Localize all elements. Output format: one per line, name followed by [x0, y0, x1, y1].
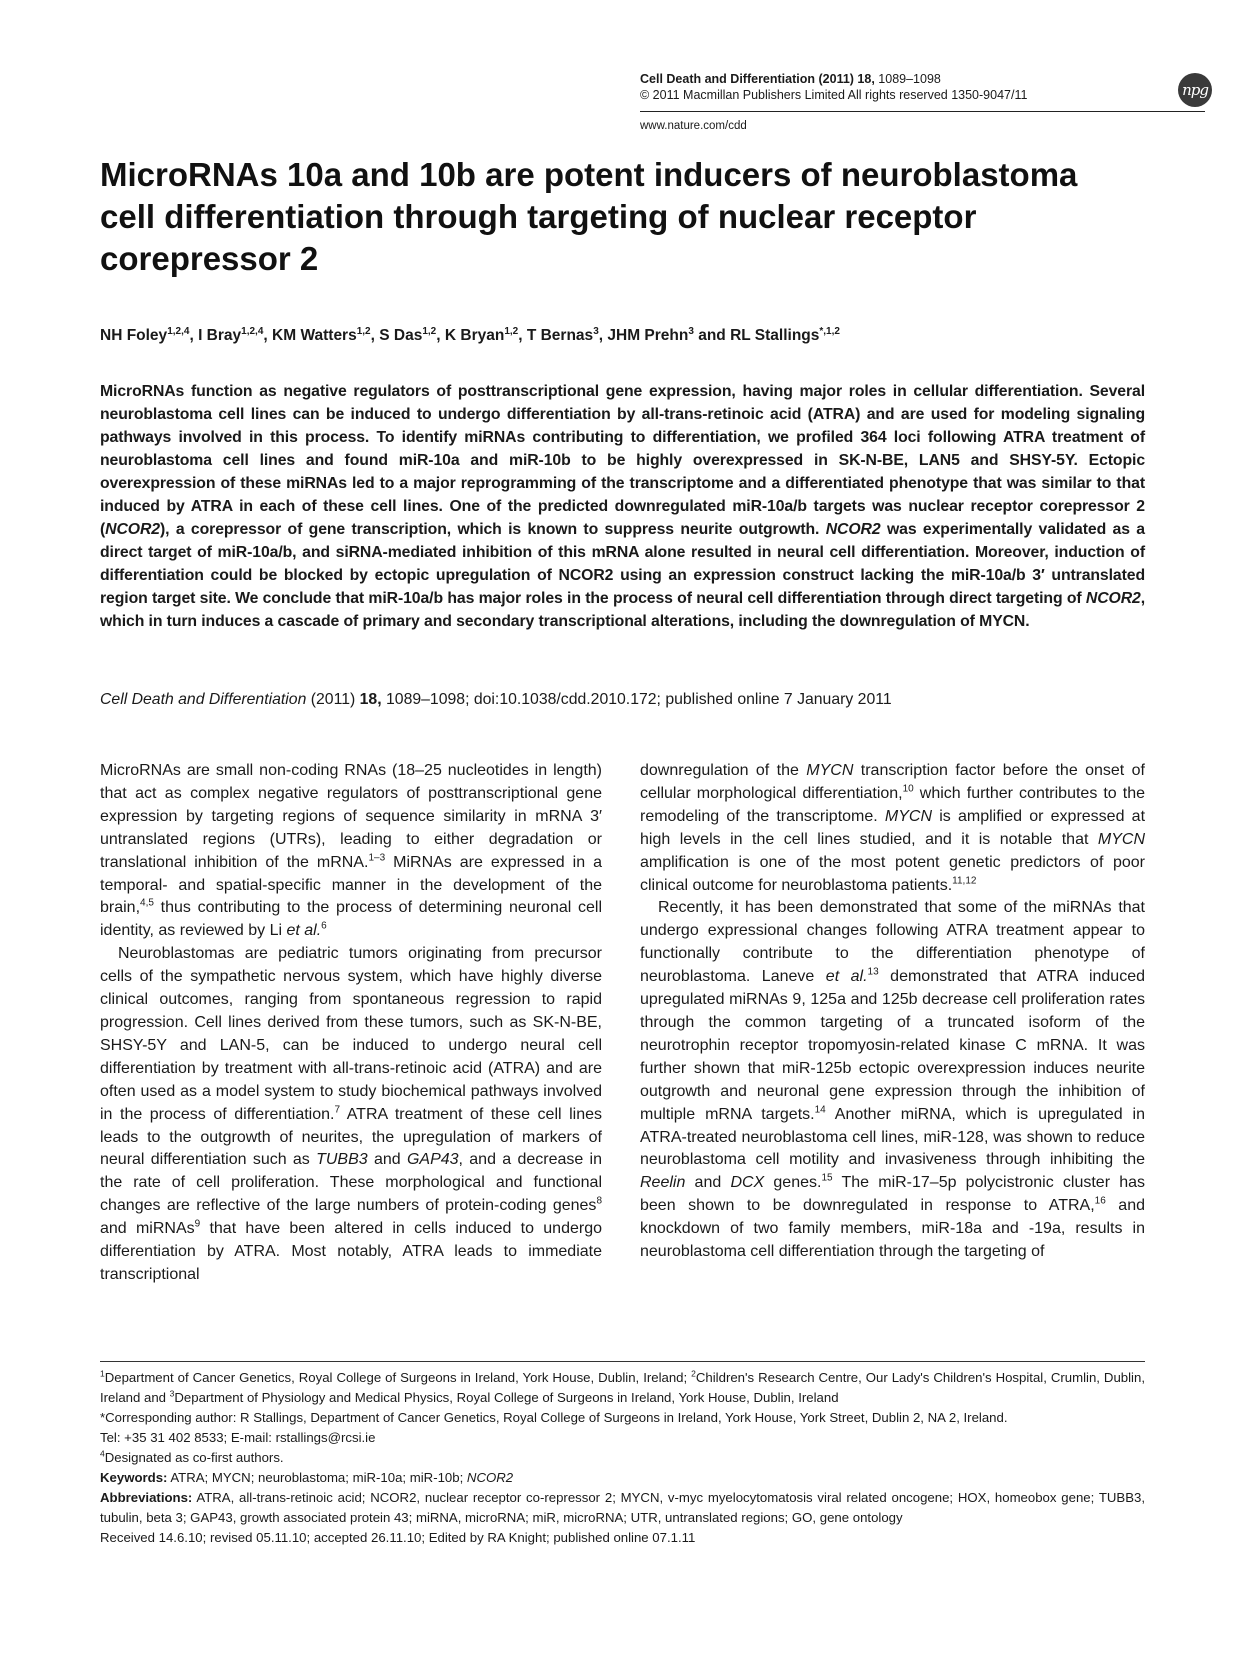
reference-marker[interactable]: 16: [1094, 1195, 1106, 1207]
et-al: et al.: [825, 968, 868, 986]
author-affiliation: 1,2: [504, 326, 519, 337]
reference-marker[interactable]: 1–3: [368, 852, 386, 864]
journal-citation-line: [640, 71, 1110, 87]
affiliation-marker: 3: [169, 1388, 175, 1399]
body-paragraph: [100, 760, 602, 943]
author: I Bray: [198, 327, 242, 345]
footnote-rule: [100, 1361, 1145, 1362]
body-text: , and a decrease in the rate of cell proliferation. These morphological and functional changes are reflective of the large numbers of protein-coding genes: [100, 1151, 603, 1215]
reference-marker[interactable]: 9: [194, 1218, 201, 1230]
article-citation: [100, 689, 1145, 711]
abstract: [100, 380, 1145, 633]
author-affiliation: 3: [593, 326, 599, 337]
keywords-text: ATRA; MYCN; neuroblastoma; miR-10a; miR-10b;: [167, 1470, 467, 1485]
npg-logo-icon: npg: [1178, 73, 1212, 107]
body-text: that have been altered in cells induced to undergo differentiation by ATRA. Most notably, ATRA leads to immediate transcriptional: [100, 1220, 602, 1283]
author: KM Watters: [272, 327, 357, 345]
reference-marker[interactable]: 11,12: [952, 875, 977, 887]
reference-marker[interactable]: 6: [321, 921, 327, 933]
affiliations: [100, 1368, 1145, 1408]
citation-volume: 18,: [359, 691, 382, 708]
received-dates: Received 14.6.10; revised 05.11.10; accepted 26.11.10; Edited by RA Knight; published online 07.1.11: [100, 1530, 696, 1545]
body-text: and miRNAs: [100, 1220, 195, 1238]
body-text: which further contributes to the remodeling of the transcriptome.: [640, 784, 1146, 825]
author-affiliation: 3: [688, 326, 694, 337]
journal-year-volume: (2011) 18,: [818, 72, 875, 86]
abbreviations-text: ATRA, all-trans-retinoic acid; NCOR2, nuclear receptor co-repressor 2; MYCN, v-myc myelocytomatosis viral related oncogene; HOX, homeobox gene; TUBB3, tubulin, beta 3; GAP43, growth associated protein 43; miRNA, microRNA; miR, microRNA; UTR, untranslated regions; GO, gene ontology: [100, 1490, 1145, 1525]
keywords: [100, 1468, 1145, 1488]
body-text: and: [367, 1151, 407, 1169]
body-text: and knockdown of two family members, miR-18a and -19a, results in neuroblastoma cell differentiation through the targeting of: [640, 1197, 1145, 1261]
contact-info[interactable]: Tel: +35 31 402 8533; E-mail: rstallings@rcsi.ie: [100, 1430, 376, 1445]
gene-name: NCOR2: [825, 521, 881, 538]
body-text: amplification is one of the most potent genetic predictors of poor clinical outcome for neuroblastoma patients.: [640, 853, 1145, 894]
author: RL Stallings: [730, 327, 820, 345]
affiliation-marker: 2: [691, 1368, 696, 1379]
affiliation-marker: 4: [100, 1448, 105, 1459]
affiliation-marker: 1: [100, 1368, 105, 1379]
gene-name: MYCN: [884, 807, 933, 825]
author-affiliation: 1,2,4: [241, 326, 264, 337]
abstract-text: was experimentally validated as a direct target of miR-10a/b, and siRNA-mediated inhibition of this mRNA alone resulted in neural cell differentiation. Moreover, induction of differentiation could be blocked by ectopic upregulation of NCOR2 using an expression construct lacking the miR-10a/b 3′ untranslated region target site. We conclude that miR-10a/b has major roles in the process of neural cell differentiation through direct targeting of: [100, 521, 1145, 607]
journal-pages: 1089–1098: [878, 72, 941, 86]
corresponding-author: *Corresponding author: R Stallings, Department of Cancer Genetics, Royal College of Surgeons in Ireland, York House, York Street, Dublin 2, NA 2, Ireland.: [100, 1410, 1008, 1425]
body-text: downregulation of the: [640, 762, 807, 779]
reference-marker[interactable]: 4,5: [140, 898, 154, 910]
author-affiliation: 1,2,4: [167, 326, 190, 337]
author-affiliation: 1,2: [356, 326, 371, 337]
author: NH Foley: [100, 327, 168, 345]
body-text: transcription factor before the onset of cellular morphological differentiation,: [640, 762, 1145, 802]
journal-name: Cell Death and Differentiation: [640, 72, 816, 86]
gene-name: NCOR2: [466, 1470, 514, 1485]
body-text: Recently, it has been demonstrated that some of the miRNAs that undergo expressional changes following ATRA treatment appear to functionally contribute to the differentiation phenotype of neuroblastoma. Laneve: [640, 899, 1145, 986]
body-text: MicroRNAs are small non-coding RNAs (18–25 nucleotides in length) that act as complex negative regulators of posttranscriptional gene expression by targeting regions of sequence similarity in mRNA 3′ untranslated regions (UTRs), leading to either degradation or translational inhibition of the mRNA.: [100, 762, 602, 871]
author: S Das: [379, 327, 423, 345]
body-text: MiRNAs are expressed in a temporal- and spatial-specific manner in the development of the brain,: [100, 853, 603, 917]
citation-journal: Cell Death and Differentiation: [100, 691, 307, 708]
gene-name: DCX: [730, 1174, 765, 1192]
journal-url[interactable]: www.nature.com/cdd: [640, 120, 747, 132]
reference-marker[interactable]: 7: [334, 1104, 341, 1116]
body-text: thus contributing to the process of determining neuronal cell identity, as reviewed by Li: [100, 899, 602, 940]
co-first-text: Designated as co-first authors.: [104, 1450, 284, 1465]
gene-name: TUBB3: [316, 1151, 368, 1169]
authors-and: and: [698, 327, 726, 345]
abbreviations-label: Abbreviations:: [100, 1490, 193, 1505]
gene-name: Reelin: [640, 1174, 686, 1192]
citation-year: (2011): [310, 691, 356, 708]
header-rule: [640, 111, 1205, 112]
body-paragraph: [640, 897, 1145, 1264]
et-al: et al.: [286, 922, 322, 940]
body-text: demonstrated that ATRA induced upregulated miRNAs 9, 125a and 125b decrease cell proliferation rates through the common targeting of a truncated isoform of the neurotrophin receptor tropomyosin-related kinase C mRNA. It was further shown that miR-125b ectopic overexpression induces neurite outgrowth and neuronal gene expression through the inhibition of multiple mRNA targets.: [640, 968, 1145, 1123]
body-text: Neuroblastomas are pediatric tumors originating from precursor cells of the sympathetic nervous system, which have highly diverse clinical outcomes, ranging from spontaneous regression to rapid progression. Cell lines derived from these tumors, such as SK-N-BE, SHSY-5Y and LAN-5, can be induced to undergo neural cell differentiation by treatment with all-trans-retinoic acid (ATRA) and are often used as a model system to study biochemical pathways involved in the process of differentiation.: [100, 945, 602, 1123]
body-paragraph: [640, 760, 1145, 897]
author: K Bryan: [444, 327, 505, 345]
author: JHM Prehn: [607, 327, 689, 345]
footnotes: [100, 1368, 1145, 1548]
reference-marker[interactable]: 15: [821, 1172, 833, 1184]
gene-name: NCOR2: [1085, 590, 1141, 607]
gene-name: MYCN: [1097, 830, 1145, 848]
gene-name: MYCN: [806, 762, 854, 779]
author-affiliation: *,1,2: [819, 326, 840, 337]
body-text: ATRA treatment of these cell lines leads to the outgrowth of neurites, the upregulation of markers of neural differentiation such as: [100, 1105, 603, 1169]
body-text: and: [685, 1174, 731, 1192]
body-text: is amplified or expressed at high levels in the cell lines studied, and it is notable that: [640, 807, 1146, 848]
gene-name: GAP43: [406, 1151, 459, 1169]
reference-marker[interactable]: 13: [867, 966, 879, 978]
body-text: Another miRNA, which is upregulated in ATRA-treated neuroblastoma cell lines, miR-128, was shown to reduce neuroblastoma cell motility and invasiveness through inhibiting the: [640, 1105, 1146, 1169]
abbreviations: [100, 1488, 1145, 1528]
body-text: The miR-17–5p polycistronic cluster has been shown to be downregulated in response to ATRA,: [640, 1174, 1146, 1215]
journal-header: [640, 71, 1110, 132]
body-column-right: [640, 760, 1145, 1264]
body-text: genes.: [764, 1174, 822, 1192]
copyright-line: © 2011 Macmillan Publishers Limited All rights reserved 1350-9047/11: [640, 88, 1028, 102]
author-list: NH Foley$^{1,2,4}$, I Bray$^{1,2,4}$, KM Watters$^{1,2}$, S Das$^{1,2}$, K Bryan$^{1,2}$, T Bernas$^3$, JHM Prehn$^3$ and RL Stallings$^{*,1,2}$: [100, 326, 840, 345]
reference-marker[interactable]: 10: [902, 783, 914, 795]
keywords-label: Keywords:: [100, 1470, 168, 1485]
abstract-text: ), a corepressor of gene transcription, which is known to suppress neurite outgrowth.: [159, 521, 826, 538]
citation-details: 1089–1098; doi:10.1038/cdd.2010.172; published online 7 January 2011: [386, 691, 892, 708]
abstract-text: MicroRNAs function as negative regulators of posttranscriptional gene expression, having major roles in cellular differentiation. Several neuroblastoma cell lines can be induced to undergo differentiation by all-trans-retinoic acid (ATRA) and are used for modeling signaling pathways involved in this process. To identify miRNAs contributing to differentiation, we profiled 364 loci following ATRA treatment of neuroblastoma cell lines and found miR-10a and miR-10b to be highly overexpressed in SK-N-BE, LAN5 and SHSY-5Y. Ectopic overexpression of these miRNAs led to a major reprogramming of the transcriptome and a differentiated phenotype that was similar to that induced by ATRA in each of these cell lines. One of the predicted downregulated miR-10a/b targets was nuclear receptor corepressor 2 (: [100, 383, 1145, 538]
body-column-left: [100, 760, 602, 1287]
co-first-note: [100, 1448, 1145, 1468]
affiliation: Department of Cancer Genetics, Royal College of Surgeons in Ireland, York House, Dublin, Ireland;: [104, 1370, 692, 1385]
body-paragraph: [100, 943, 602, 1287]
reference-marker[interactable]: 8: [596, 1195, 602, 1207]
author: T Bernas: [526, 327, 594, 345]
article-title: MicroRNAs 10a and 10b are potent inducers of neuroblastoma cell differentiation through targeting of nuclear receptor corepressor 2: [100, 156, 1078, 277]
affiliation: Department of Physiology and Medical Physics, Royal College of Surgeons in Ireland, York House, Dublin, Ireland: [174, 1390, 839, 1405]
reference-marker[interactable]: 14: [814, 1104, 826, 1116]
gene-name: NCOR2: [105, 521, 160, 538]
author-affiliation: 1,2: [422, 326, 437, 337]
abstract-text: , which in turn induces a cascade of primary and secondary transcriptional alterations, including the downregulation of MYCN.: [100, 590, 1145, 630]
affiliation: Children's Research Centre, Our Lady's Children's Hospital, Crumlin, Dublin, Ireland and: [100, 1370, 1145, 1405]
